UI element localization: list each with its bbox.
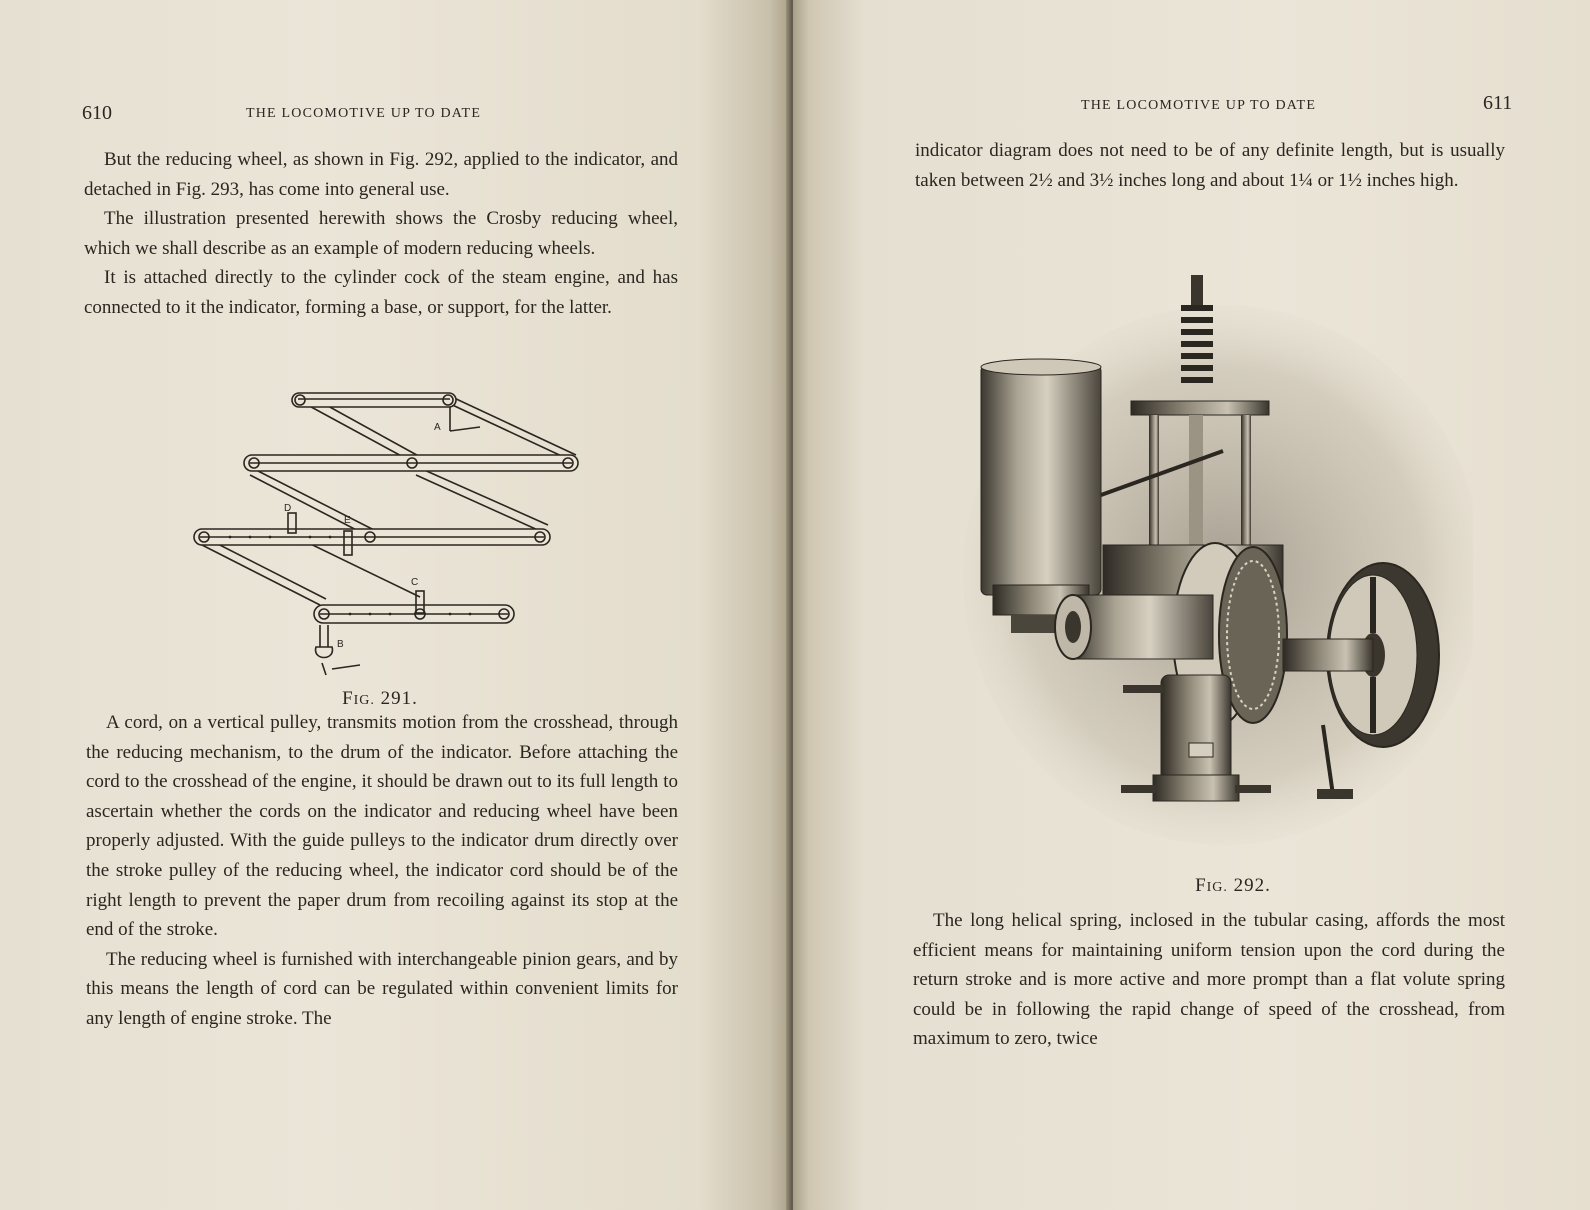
page-number: 611	[1483, 92, 1513, 114]
paragraph: The long helical spring, inclosed in the tubular casing, affords the most efficient means for maintaining uniform tension upon the cord during the return stroke and is more active and more prompt than a flat volute spring could be in following the rapid change of speed of the crosshead, from maximum to zero, twice	[913, 910, 1505, 1050]
body-text-top	[915, 136, 1505, 195]
caption-smallcaps: IG.	[1206, 880, 1228, 895]
caption-number: 292.	[1233, 875, 1271, 896]
paragraph: indicator diagram does not need to be of any definite length, but is usually taken between 2½ and 3½ inches long and about 1¼ or 1½ inches high.	[915, 140, 1505, 191]
page-number: 610	[82, 102, 112, 124]
caption-smallcaps: IG.	[353, 693, 375, 708]
caption-number: 291.	[380, 688, 418, 709]
body-text-bottom	[913, 906, 1505, 1054]
running-head: THE LOCOMOTIVE UP TO DATE	[1081, 98, 1317, 113]
figure-291-caption	[280, 688, 480, 710]
paragraph: The reducing wheel is furnished with interchangeable pinion gears, and by this means the length of cord can be regulated within convenient limits for any length of engine stroke. The	[86, 948, 678, 1029]
label-d: D	[284, 503, 292, 514]
running-head: THE LOCOMOTIVE UP TO DATE	[246, 106, 482, 121]
label-a: A	[434, 422, 441, 433]
body-text-top	[84, 145, 678, 323]
label-b: B	[337, 639, 344, 650]
figure-291-pantograph	[180, 385, 600, 685]
paragraph: It is attached directly to the cylinder cock of the steam engine, and has connected to it the indicator, forming a base, or support, for the latter.	[84, 267, 678, 318]
right-page	[793, 0, 1590, 1210]
figure-292-reducing-wheel	[953, 255, 1473, 845]
paragraph: A cord, on a vertical pulley, transmits motion from the crosshead, through the reducing mechanism, to the drum of the indicator. Before attaching the cord to the crosshead of the engine, it should be drawn out to its full length to ascertain whether the cords on the indicator and reducing wheel have been properly adjusted. With the guide pulleys to the indicator drum directly over the stroke pulley of the reducing wheel, the indicator cord should be of the right length to prevent the paper drum from recoiling against its stop at the end of the stroke.	[86, 712, 678, 941]
left-page	[0, 0, 793, 1210]
label-c: C	[411, 577, 419, 588]
label-e: E	[344, 515, 351, 526]
paragraph: But the reducing wheel, as shown in Fig. 292, applied to the indicator, and detached in Fig. 293, has come into general use.	[84, 149, 678, 200]
body-text-bottom	[86, 708, 678, 1034]
caption-prefix: F	[342, 688, 354, 709]
caption-prefix: F	[1195, 875, 1207, 896]
figure-292-caption	[1133, 875, 1333, 897]
paragraph: The illustration presented herewith shows the Crosby reducing wheel, which we shall describe as an example of modern reducing wheels.	[84, 208, 678, 259]
